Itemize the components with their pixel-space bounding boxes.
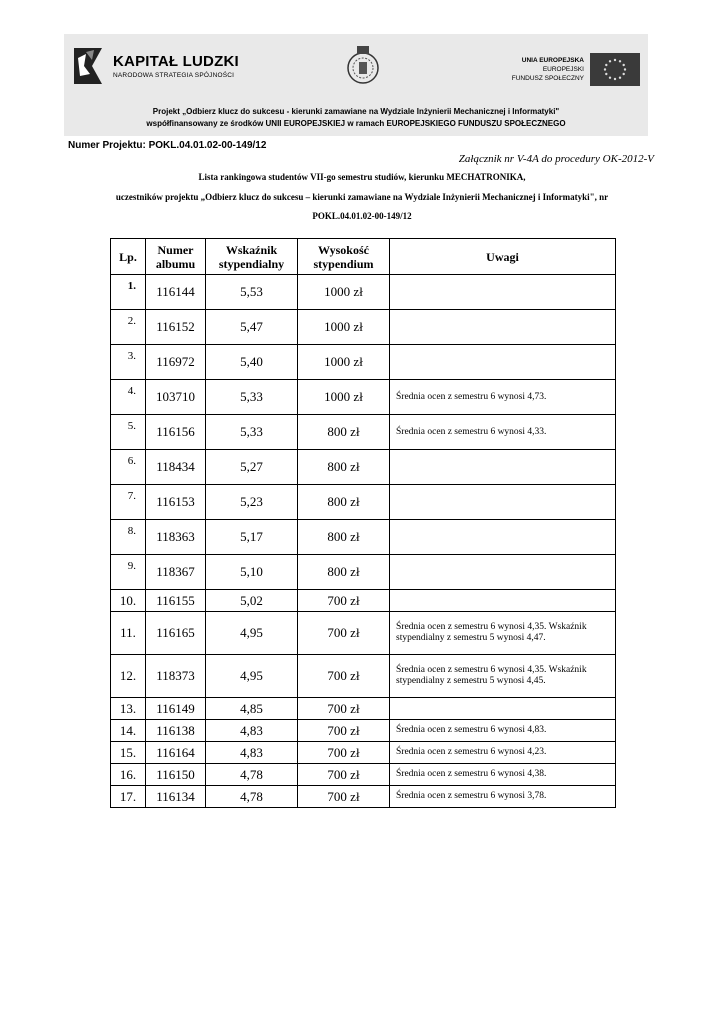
table-row: [111, 720, 616, 742]
intro-line-2: uczestników projektu „Odbierz klucz do sukcesu – kierunki zamawiane na Wydziale Inżynierii Mechanicznej i Informatyki", nr: [115, 192, 609, 202]
ue-line-3: FUNDUSZ SPOŁECZNY: [511, 75, 584, 82]
cell-index: 4,95: [206, 612, 298, 655]
cell-album: 103710: [146, 380, 206, 415]
cell-album: 116144: [146, 275, 206, 310]
cell-index: 5,10: [206, 555, 298, 590]
cell-amount: 800 zł: [298, 520, 390, 555]
table-row: [111, 485, 616, 520]
lp-value: 2.: [127, 315, 136, 327]
cell-lp: [111, 275, 146, 310]
table-row: [111, 380, 616, 415]
kapital-ludzki-logo-icon: [70, 44, 106, 88]
cell-amount: 700 zł: [298, 786, 390, 808]
cell-index: 5,33: [206, 415, 298, 450]
cell-amount: 800 zł: [298, 415, 390, 450]
cell-note: Średnia ocen z semestru 6 wynosi 4,23.: [390, 742, 616, 764]
cell-album: 116156: [146, 415, 206, 450]
ue-line-2: EUROPEJSKI: [542, 66, 584, 73]
cell-index: 5,27: [206, 450, 298, 485]
header-amount: Wysokość stypendium: [298, 239, 390, 275]
kl-title: KAPITAŁ LUDZKI: [113, 53, 239, 70]
cell-index: 4,78: [206, 786, 298, 808]
cell-lp: 12.: [111, 655, 146, 698]
cell-album: 116153: [146, 485, 206, 520]
header-lp: Lp.: [111, 239, 146, 275]
cell-amount: 800 zł: [298, 450, 390, 485]
cell-lp: 13.: [111, 698, 146, 720]
cell-note: [390, 590, 616, 612]
cell-album: 116150: [146, 764, 206, 786]
cell-amount: 1000 zł: [298, 310, 390, 345]
intro-line-3: POKL.04.01.02-00-149/12: [312, 211, 412, 221]
project-line-2: współfinansowany ze środków UNII EUROPEJSKIEJ w ramach EUROPEJSKIEGO FUNDUSZU SPOŁECZNEGO: [146, 119, 566, 128]
cell-album: 116165: [146, 612, 206, 655]
university-emblem-icon: [345, 44, 381, 88]
cell-album: 118434: [146, 450, 206, 485]
cell-lp: [111, 415, 146, 450]
cell-amount: 700 zł: [298, 590, 390, 612]
cell-index: 4,83: [206, 720, 298, 742]
cell-amount: 1000 zł: [298, 275, 390, 310]
table-row: [111, 555, 616, 590]
cell-amount: 700 zł: [298, 742, 390, 764]
cell-index: 5,47: [206, 310, 298, 345]
cell-index: 4,85: [206, 698, 298, 720]
lp-value: 9.: [127, 560, 136, 572]
cell-note: Średnia ocen z semestru 6 wynosi 4,35. Wskaźnik stypendialny z semestru 5 wynosi 4,45.: [390, 655, 616, 698]
cell-lp: 14.: [111, 720, 146, 742]
table-row: [111, 698, 616, 720]
cell-note: [390, 485, 616, 520]
cell-note: [390, 345, 616, 380]
cell-album: 118367: [146, 555, 206, 590]
eu-text-block: [512, 56, 584, 83]
intro-line-1: Lista rankingowa studentów VII-go semestru studiów, kierunku MECHATRONIKA,: [198, 172, 526, 182]
cell-album: 116972: [146, 345, 206, 380]
cell-amount: 700 zł: [298, 655, 390, 698]
header-album: Numer albumu: [146, 239, 206, 275]
attachment-label: Załącznik nr V-4A do procedury OK-2012-V: [458, 153, 654, 165]
cell-lp: [111, 450, 146, 485]
cell-index: 5,23: [206, 485, 298, 520]
cell-note: [390, 275, 616, 310]
cell-lp: [111, 520, 146, 555]
lp-value: 4.: [127, 385, 136, 397]
cell-amount: 700 zł: [298, 612, 390, 655]
cell-amount: 700 zł: [298, 698, 390, 720]
cell-lp: [111, 310, 146, 345]
lp-value: 1.: [127, 280, 136, 292]
cell-album: 116155: [146, 590, 206, 612]
eu-flag-icon: [590, 53, 640, 86]
lp-value: 7.: [127, 490, 136, 502]
cell-amount: 800 zł: [298, 555, 390, 590]
cell-note: [390, 698, 616, 720]
cell-index: 5,33: [206, 380, 298, 415]
cell-album: 118373: [146, 655, 206, 698]
cell-amount: 700 zł: [298, 764, 390, 786]
lp-value: 8.: [127, 525, 136, 537]
header-index: Wskaźnik stypendialny: [206, 239, 298, 275]
lp-value: 6.: [127, 455, 136, 467]
table-row: [111, 655, 616, 698]
cell-note: [390, 555, 616, 590]
table-header-row: [111, 239, 616, 275]
cell-note: Średnia ocen z semestru 6 wynosi 4,73.: [390, 380, 616, 415]
lp-value: 3.: [127, 350, 136, 362]
cell-index: 4,95: [206, 655, 298, 698]
table-row: [111, 612, 616, 655]
cell-index: 5,17: [206, 520, 298, 555]
cell-note: [390, 310, 616, 345]
table-row: [111, 415, 616, 450]
cell-index: 4,78: [206, 764, 298, 786]
cell-album: 118363: [146, 520, 206, 555]
cell-lp: [111, 345, 146, 380]
cell-note: [390, 520, 616, 555]
cell-lp: 15.: [111, 742, 146, 764]
cell-lp: [111, 380, 146, 415]
ue-line-1: UNIA EUROPEJSKA: [521, 57, 584, 64]
table-row: [111, 520, 616, 555]
cell-note: Średnia ocen z semestru 6 wynosi 4,35. Wskaźnik stypendialny z semestru 5 wynosi 4,47.: [390, 612, 616, 655]
cell-amount: 1000 zł: [298, 345, 390, 380]
cell-album: 116149: [146, 698, 206, 720]
header-notes: Uwagi: [390, 239, 616, 275]
table-row: [111, 764, 616, 786]
cell-amount: 800 zł: [298, 485, 390, 520]
cell-lp: 16.: [111, 764, 146, 786]
table-row: [111, 275, 616, 310]
cell-note: Średnia ocen z semestru 6 wynosi 4,38.: [390, 764, 616, 786]
kl-subtitle: NARODOWA STRATEGIA SPÓJNOŚCI: [113, 72, 235, 79]
ranking-table: [110, 238, 616, 808]
cell-note: Średnia ocen z semestru 6 wynosi 4,83.: [390, 720, 616, 742]
table-row: [111, 742, 616, 764]
cell-album: 116134: [146, 786, 206, 808]
cell-index: 5,53: [206, 275, 298, 310]
cell-album: 116164: [146, 742, 206, 764]
cell-lp: 17.: [111, 786, 146, 808]
cell-album: 116152: [146, 310, 206, 345]
cell-lp: [111, 485, 146, 520]
cell-index: 5,02: [206, 590, 298, 612]
cell-lp: 10.: [111, 590, 146, 612]
project-number: Numer Projektu: POKL.04.01.02-00-149/12: [68, 140, 267, 151]
cell-note: Średnia ocen z semestru 6 wynosi 4,33.: [390, 415, 616, 450]
cell-amount: 700 zł: [298, 720, 390, 742]
cell-album: 116138: [146, 720, 206, 742]
cell-lp: [111, 555, 146, 590]
cell-index: 4,83: [206, 742, 298, 764]
cell-note: Średnia ocen z semestru 6 wynosi 3,78.: [390, 786, 616, 808]
table-row: [111, 310, 616, 345]
lp-value: 5.: [127, 420, 136, 432]
cell-index: 5,40: [206, 345, 298, 380]
table-row: [111, 450, 616, 485]
project-line-1: Projekt „Odbierz klucz do sukcesu - kierunki zamawiane na Wydziale Inżynierii Mechanicznej i Informatyki": [152, 107, 560, 116]
cell-lp: 11.: [111, 612, 146, 655]
cell-amount: 1000 zł: [298, 380, 390, 415]
table-body: [111, 275, 616, 808]
table-row: [111, 590, 616, 612]
table-row: [111, 786, 616, 808]
table-row: [111, 345, 616, 380]
cell-note: [390, 450, 616, 485]
